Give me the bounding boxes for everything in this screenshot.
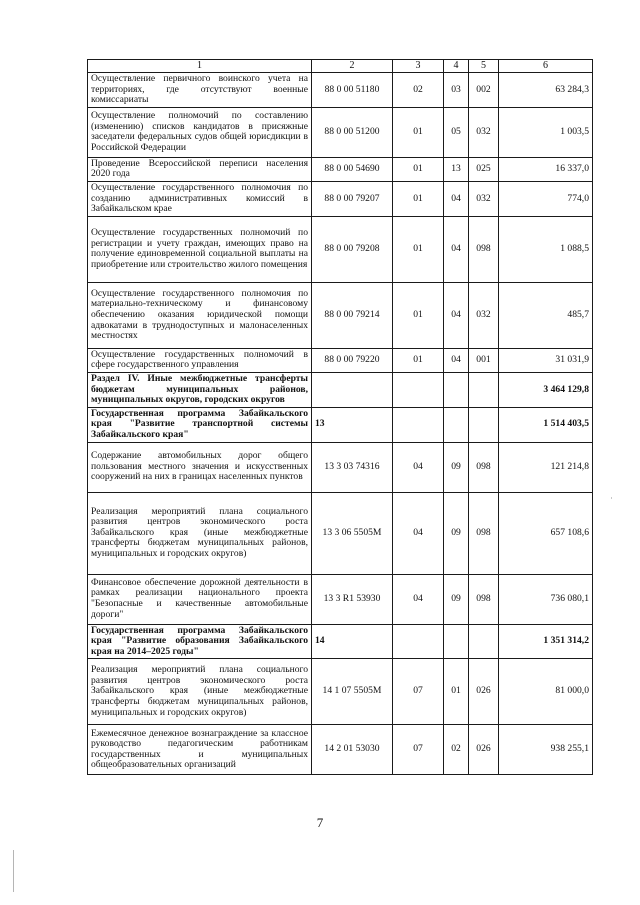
column-header: 6	[499, 60, 593, 73]
cell-amount: 657 108,6	[499, 492, 593, 574]
cell-subsection	[444, 407, 469, 442]
table-row	[88, 442, 593, 492]
cell-expense-type: 032	[469, 282, 499, 348]
page-number: 7	[316, 815, 324, 830]
cell-target-code: 88 0 00 79208	[312, 216, 393, 282]
cell-section: 01	[393, 107, 444, 157]
cell-name: Реализация мероприятий плана социального развития центров экономического роста Забайкальского края (иные межбюджетные трансферты бюджетам муниципальных районов, муниципальных и городских округов)	[88, 659, 312, 725]
table-row	[88, 73, 593, 108]
cell-target-code: 14 2 01 53030	[312, 725, 393, 775]
cell-target-code: 13 3 03 74316	[312, 442, 393, 492]
cell-amount: 81 000,0	[499, 659, 593, 725]
cell-name: Осуществление государственных полномочий по регистрации и учету граждан, имеющих право на получение единовременной социальной выплаты на приобретение или строительство жилого помещения	[88, 216, 312, 282]
cell-subsection: 02	[444, 725, 469, 775]
cell-name: Содержание автомобильных дорог общего пользования местного значения и искусственных сооружений на них в границах населенных пунктов	[88, 442, 312, 492]
header-row	[88, 60, 593, 73]
cell-subsection: 04	[444, 181, 469, 216]
cell-subsection: 03	[444, 73, 469, 108]
cell-subsection: 01	[444, 659, 469, 725]
cell-name: Осуществление первичного воинского учета на территориях, где отсутствуют военные комиссариаты	[88, 73, 312, 108]
table-row	[88, 282, 593, 348]
cell-expense-type: 026	[469, 725, 499, 775]
cell-section: 01	[393, 282, 444, 348]
cell-subsection	[444, 372, 469, 407]
cell-subsection: 05	[444, 107, 469, 157]
cell-expense-type	[469, 372, 499, 407]
cell-amount: 774,0	[499, 181, 593, 216]
cell-name: Осуществление государственного полномочия по созданию административных комиссий в Забайкальском крае	[88, 181, 312, 216]
cell-expense-type: 098	[469, 574, 499, 624]
cell-amount: 736 080,1	[499, 574, 593, 624]
column-header: 5	[469, 60, 499, 73]
table-row	[88, 574, 593, 624]
cell-expense-type	[469, 624, 499, 659]
cell-amount: 121 214,8	[499, 442, 593, 492]
table-row	[88, 659, 593, 725]
cell-name: Проведение Всероссийской переписи населения 2020 года	[88, 157, 312, 181]
table-row	[88, 216, 593, 282]
cell-amount: 1 514 403,5	[499, 407, 593, 442]
cell-section: 01	[393, 216, 444, 282]
cell-section: 04	[393, 492, 444, 574]
cell-section: 04	[393, 442, 444, 492]
cell-expense-type: 002	[469, 73, 499, 108]
cell-amount: 3 464 129,8	[499, 372, 593, 407]
cell-section	[393, 407, 444, 442]
table-row	[88, 107, 593, 157]
cell-target-code: 13 3 R1 53930	[312, 574, 393, 624]
table-row	[88, 725, 593, 775]
cell-target-code	[312, 372, 393, 407]
cell-subsection: 09	[444, 442, 469, 492]
cell-amount: 63 284,3	[499, 73, 593, 108]
table-row	[88, 157, 593, 181]
cell-expense-type: 098	[469, 442, 499, 492]
cell-amount: 938 255,1	[499, 725, 593, 775]
cell-target-code: 13	[312, 407, 393, 442]
cell-name: Раздел IV. Иные межбюджетные трансферты бюджетам муниципальных районов, муниципальных округов, городских округов	[88, 372, 312, 407]
cell-amount: 16 337,0	[499, 157, 593, 181]
cell-amount: 485,7	[499, 282, 593, 348]
cell-section: 01	[393, 348, 444, 372]
column-header: 4	[444, 60, 469, 73]
cell-section: 02	[393, 73, 444, 108]
cell-expense-type: 025	[469, 157, 499, 181]
cell-target-code: 88 0 00 51180	[312, 73, 393, 108]
table-body	[88, 73, 593, 775]
cell-expense-type: 032	[469, 107, 499, 157]
table-section-row	[88, 372, 593, 407]
column-header: 1	[88, 60, 312, 73]
cell-target-code: 88 0 00 54690	[312, 157, 393, 181]
cell-subsection: 09	[444, 574, 469, 624]
table-section-row	[88, 407, 593, 442]
cell-section: 01	[393, 157, 444, 181]
cell-subsection: 04	[444, 348, 469, 372]
cell-name: Реализация мероприятий плана социального развития центров экономического роста Забайкальского края (иные межбюджетные трансферты бюджетам муниципальных районов, муниципальных и городских округов)	[88, 492, 312, 574]
table-row	[88, 181, 593, 216]
cell-target-code: 13 3 06 5505М	[312, 492, 393, 574]
table-row	[88, 492, 593, 574]
table-section-row	[88, 624, 593, 659]
cell-subsection: 04	[444, 282, 469, 348]
cell-amount: 31 031,9	[499, 348, 593, 372]
column-header: 2	[312, 60, 393, 73]
cell-subsection: 13	[444, 157, 469, 181]
cell-subsection: 09	[444, 492, 469, 574]
cell-target-code: 88 0 00 79214	[312, 282, 393, 348]
cell-target-code: 14	[312, 624, 393, 659]
cell-section	[393, 624, 444, 659]
cell-name: Осуществление полномочий по составлению (изменению) списков кандидатов в присяжные заседатели федеральных судов общей юрисдикции в Российской Федерации	[88, 107, 312, 157]
cell-target-code: 14 1 07 5505М	[312, 659, 393, 725]
cell-amount: 1 003,5	[499, 107, 593, 157]
cell-name: Государственная программа Забайкальского края "Развитие образования Забайкальского края на 2014–2025 годы"	[88, 624, 312, 659]
cell-section: 07	[393, 725, 444, 775]
cell-target-code: 88 0 00 51200	[312, 107, 393, 157]
cell-name: Осуществление государственного полномочия по материально-техническому и финансовому обеспечению оказания юридической помощи адвокатами в труднодоступных и малонаселенных местностях	[88, 282, 312, 348]
cell-section: 01	[393, 181, 444, 216]
cell-expense-type	[469, 407, 499, 442]
cell-expense-type: 026	[469, 659, 499, 725]
cell-expense-type: 098	[469, 216, 499, 282]
cell-name: Государственная программа Забайкальского края "Развитие транспортной системы Забайкальского края"	[88, 407, 312, 442]
cell-section	[393, 372, 444, 407]
budget-table	[87, 59, 593, 775]
cell-name: Ежемесячное денежное вознаграждение за классное руководство педагогическим работникам государственных и муниципальных общеобразовательных организаций	[88, 725, 312, 775]
margin-line	[13, 850, 14, 892]
cell-amount: 1 088,5	[499, 216, 593, 282]
cell-expense-type: 032	[469, 181, 499, 216]
cell-name: Финансовое обеспечение дорожной деятельности в рамках реализации национального проекта "Безопасные и качественные автомобильные дороги"	[88, 574, 312, 624]
column-header: 3	[393, 60, 444, 73]
cell-target-code: 88 0 00 79207	[312, 181, 393, 216]
margin-mark	[611, 497, 612, 499]
cell-section: 04	[393, 574, 444, 624]
cell-section: 07	[393, 659, 444, 725]
cell-name: Осуществление государственных полномочий в сфере государственного управления	[88, 348, 312, 372]
cell-expense-type: 001	[469, 348, 499, 372]
cell-amount: 1 351 314,2	[499, 624, 593, 659]
cell-target-code: 88 0 00 79220	[312, 348, 393, 372]
cell-subsection: 04	[444, 216, 469, 282]
table-row	[88, 348, 593, 372]
cell-subsection	[444, 624, 469, 659]
cell-expense-type: 098	[469, 492, 499, 574]
